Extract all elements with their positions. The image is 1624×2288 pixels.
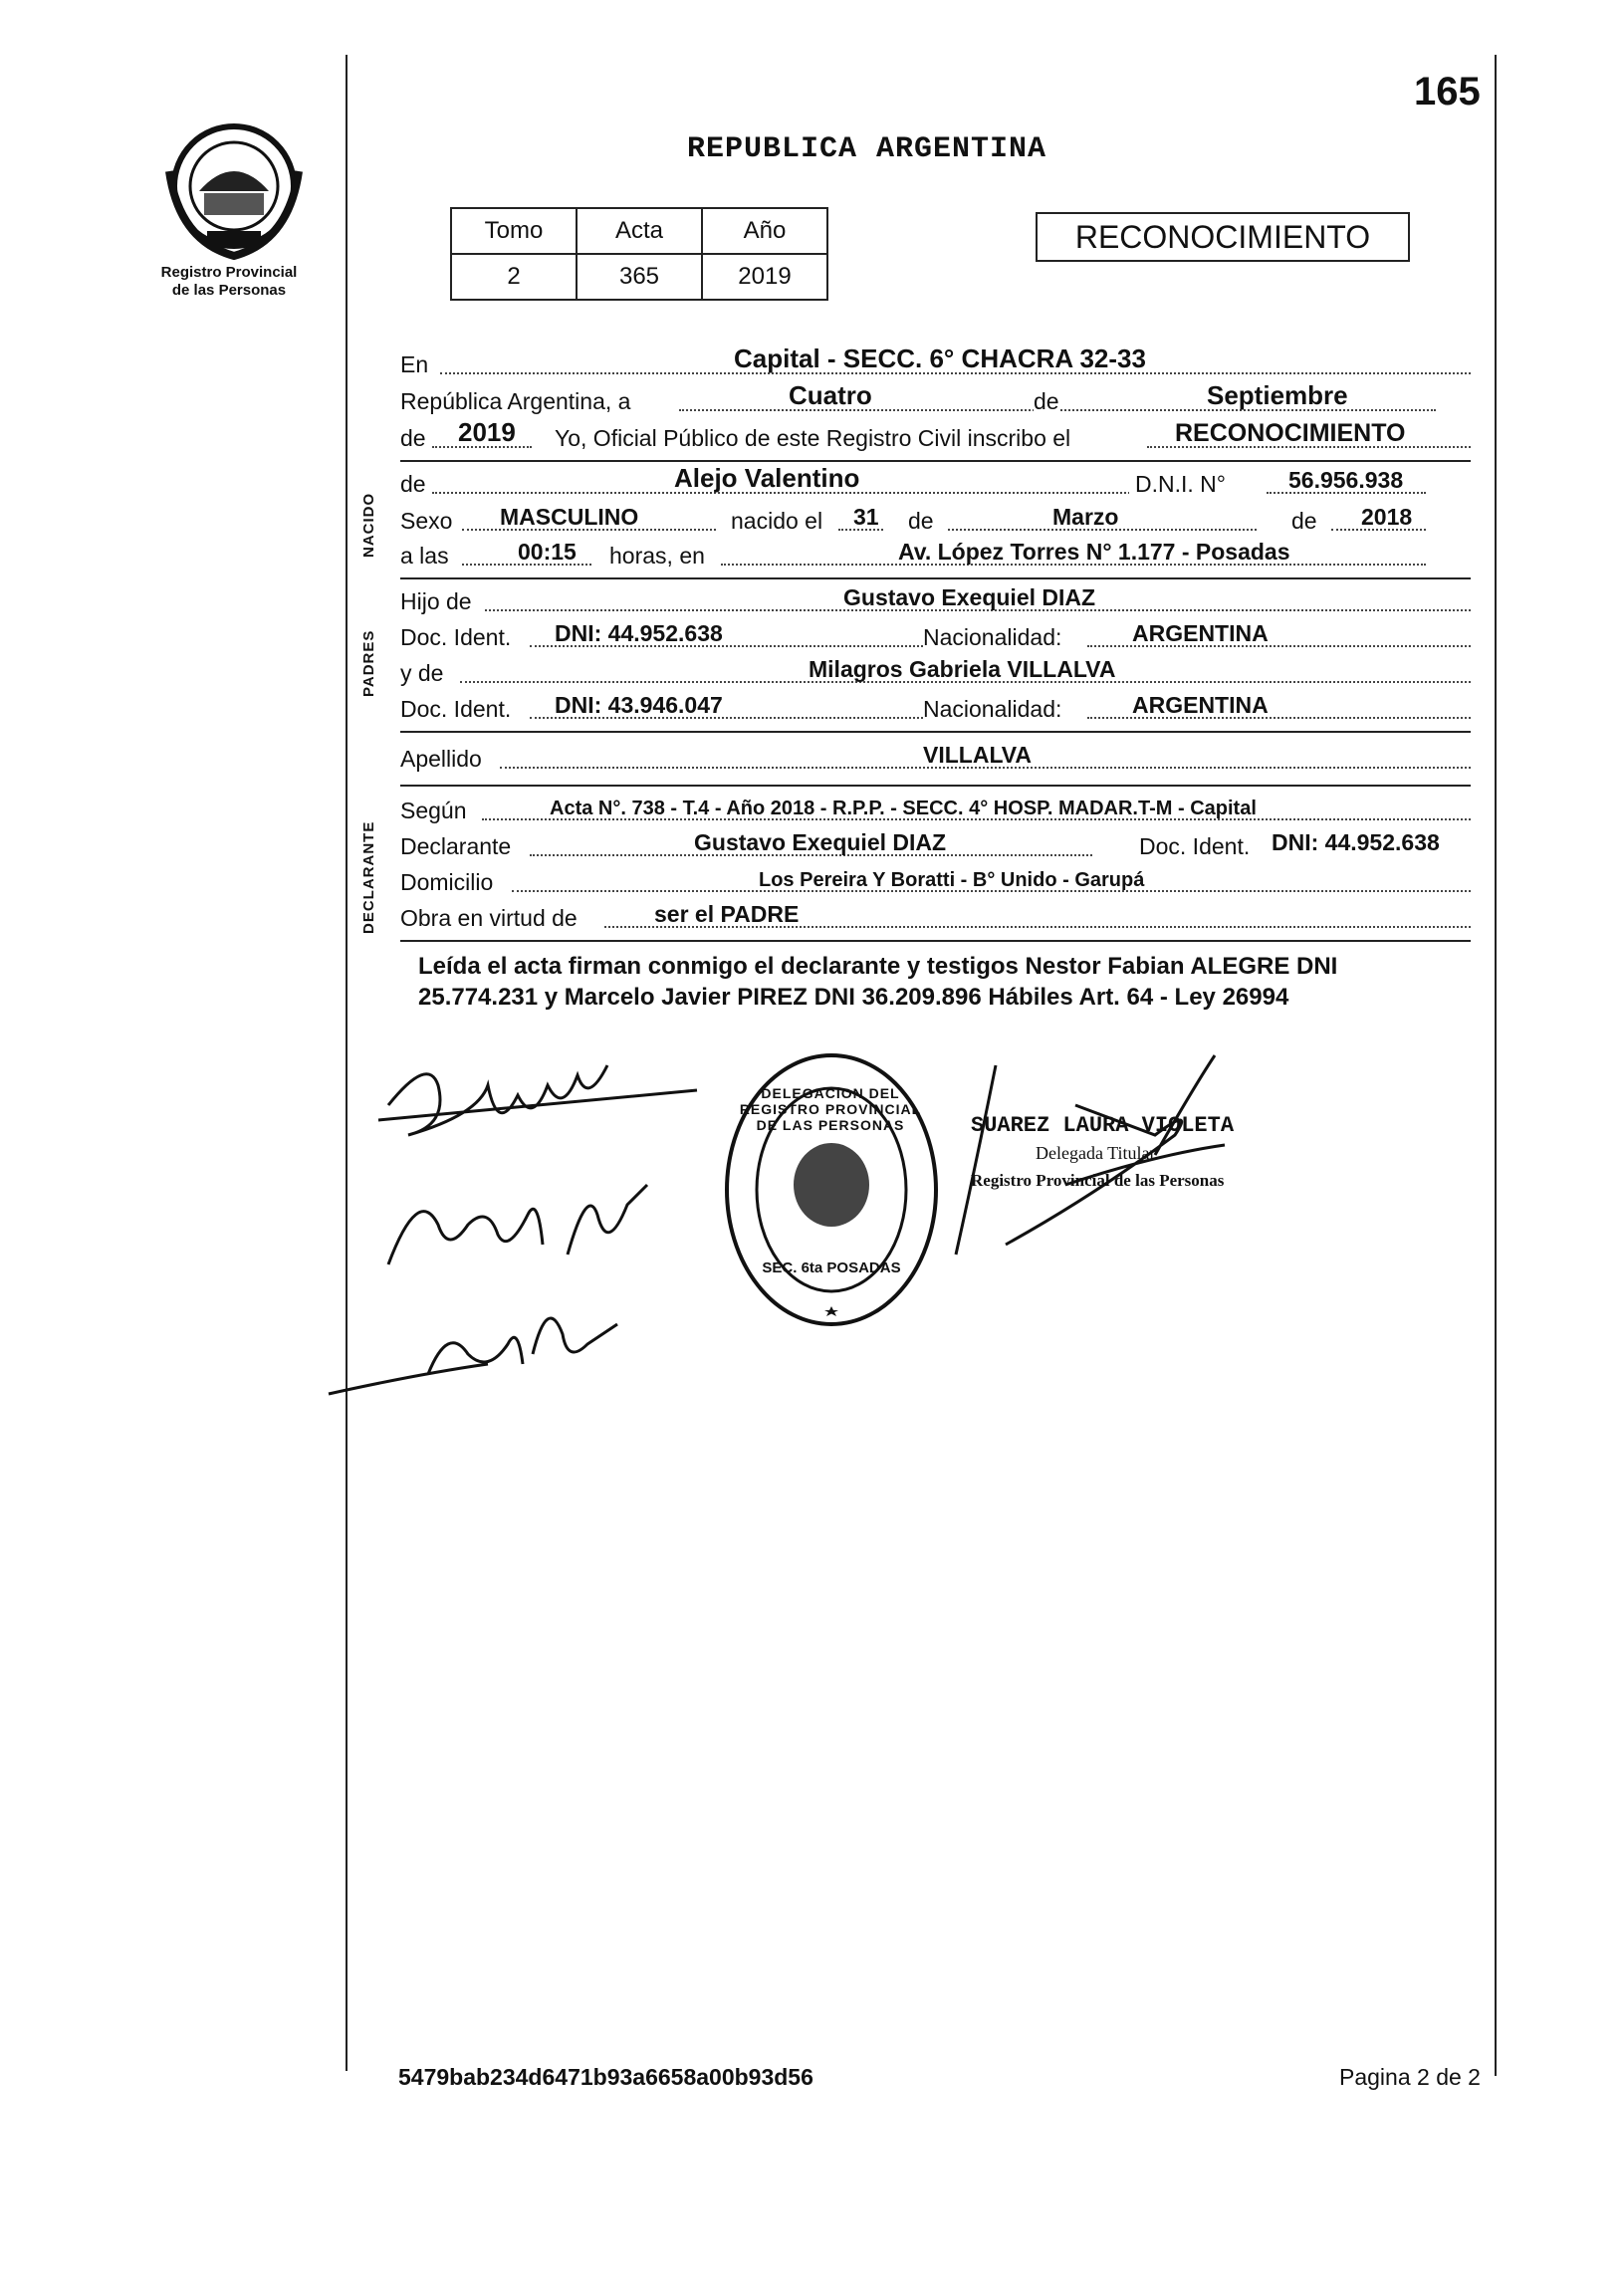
row-doc1 [400,619,1471,653]
row-madre [400,655,1471,689]
nombre-value: Alejo Valentino [674,463,860,493]
domicilio-value: Los Pereira Y Boratti - B° Unido - Garupá [759,869,1145,891]
side-label-padres: PADRES [360,629,377,697]
en-label: En [400,351,429,377]
decl-doc-value: DNI: 44.952.638 [1272,829,1440,855]
row-padre [400,583,1471,617]
doc2-label: Doc. Ident. [400,696,512,722]
nacido-mes: Marzo [1052,504,1119,530]
section-separator [400,731,1471,733]
seal-caption-line2: de las Personas [171,282,287,299]
nombre-label: de [400,471,426,497]
stamp-inner-text: SEC. 6ta POSADAS [762,1259,901,1276]
nacido-de-label: de [908,508,934,534]
declarante-label: Declarante [400,833,512,859]
inscribo-label: Yo, Oficial Público de este Registro Civil inscribo el [555,425,1071,451]
tomo-header-row [451,208,827,254]
doc1-label: Doc. Ident. [400,624,512,650]
row-sexo [400,503,1471,537]
section-separator [400,940,1471,942]
apellido-value: VILLALVA [923,742,1033,768]
closing-line1: Leída el acta firman conmigo el declarante y testigos Nestor Fabian ALEGRE DNI [418,953,1338,980]
madre-value: Milagros Gabriela VILLALVA [809,656,1116,682]
yde-label: y de [400,660,444,686]
nacido-de2-label: de [1291,508,1317,534]
seal-caption [139,264,319,300]
nac1-value: ARGENTINA [1132,620,1269,646]
row-doc2 [400,691,1471,725]
document-title: REPUBLICA ARGENTINA [687,132,1047,166]
document-hash: 5479bab234d6471b93a6658a00b93d56 [398,2064,813,2090]
tomo-acta-table [450,207,828,301]
dia-value: Cuatro [789,380,872,410]
nac2-value: ARGENTINA [1132,692,1269,718]
row-nombre [400,463,1471,500]
anio-value: 2019 [702,254,827,300]
nac2-label: Nacionalidad: [923,696,1062,722]
domicilio-label: Domicilio [400,869,494,895]
signature-witness-alegre [368,1165,667,1284]
misiones-seal-icon [159,112,309,261]
segun-label: Según [400,798,467,823]
hora-value: 00:15 [518,539,577,565]
horas-en-label: horas, en [609,543,705,569]
de-label: de [1034,388,1059,414]
en-value: Capital - SECC. 6° CHACRA 32-33 [734,343,1146,373]
anio-header: Año [702,208,827,254]
lugar-value: Av. López Torres N° 1.177 - Posadas [898,539,1290,565]
doc1-value: DNI: 44.952.638 [555,620,723,646]
hijo-label: Hijo de [400,588,472,614]
official-office: Registro Provincial de las Personas [971,1171,1225,1190]
document-type-box: RECONOCIMIENTO [1036,212,1410,262]
nacido-dia: 31 [853,504,879,530]
nac1-label: Nacionalidad: [923,624,1062,650]
pagination: Pagina 2 de 2 [1339,2064,1481,2090]
acta-value: 365 [577,254,702,300]
closing-line2: 25.774.231 y Marcelo Javier PIREZ DNI 36.209.896 Hábiles Art. 64 - Ley 26994 [418,984,1289,1011]
sexo-value: MASCULINO [500,504,639,530]
sexo-label: Sexo [400,508,453,534]
signature-witness-pirez [319,1284,657,1414]
official-role: Delegada Titular [1036,1143,1156,1163]
declarante-value: Gustavo Exequiel DIAZ [694,829,947,855]
doc2-value: DNI: 43.946.047 [555,692,723,718]
seal-caption-line1: Registro Provincial [160,264,298,281]
dni-value: 56.956.938 [1288,467,1404,493]
decl-doc-label: Doc. Ident. [1139,833,1251,859]
hora-label: a las [400,543,449,569]
republica-label: República Argentina, a [400,388,631,414]
row-hora [400,538,1471,572]
row-obra [400,900,1471,934]
right-margin-line [1495,55,1497,2076]
de2-label: de [400,425,426,451]
anio-value: 2019 [458,417,516,447]
official-name: SUAREZ LAURA VIOLETA [971,1113,1235,1138]
mes-value: Septiembre [1207,380,1348,410]
tomo-header: Tomo [451,208,577,254]
section-separator [400,577,1471,579]
row-fecha [400,380,1471,417]
left-margin-line [346,55,348,2071]
stamp-ring-text: DELEGACION DEL REGISTRO PROVINCIAL DE LAS PERSONAS [739,1085,922,1133]
tomo-value-row [451,254,827,300]
row-apellido [400,741,1471,775]
section-separator [400,460,1471,462]
obra-label: Obra en virtud de [400,905,578,931]
tomo-value: 2 [451,254,577,300]
row-declarante [400,828,1471,862]
province-seal [159,112,309,266]
row-inscribo [400,417,1471,454]
segun-value: Acta N°. 738 - T.4 - Año 2018 - R.P.P. - SECC. 4° HOSP. MADAR.T-M - Capital [550,798,1257,819]
side-label-declarante: DECLARANTE [360,820,377,934]
acta-header: Acta [577,208,702,254]
row-domicilio [400,864,1471,898]
signature-declarante [368,1045,707,1155]
inscribo-value: RECONOCIMIENTO [1175,419,1406,447]
obra-value: ser el PADRE [654,901,800,927]
apellido-label: Apellido [400,746,482,772]
dni-label: D.N.I. N° [1129,471,1226,498]
row-en [400,343,1471,380]
padre-value: Gustavo Exequiel DIAZ [843,584,1096,610]
row-segun [400,793,1471,826]
page-number: 165 [1414,70,1481,114]
section-separator [400,785,1471,787]
signature-official [896,1045,1314,1274]
nacido-label: nacido el [731,508,823,534]
nacido-anio: 2018 [1361,504,1413,530]
side-label-nacido: NACIDO [360,492,377,558]
